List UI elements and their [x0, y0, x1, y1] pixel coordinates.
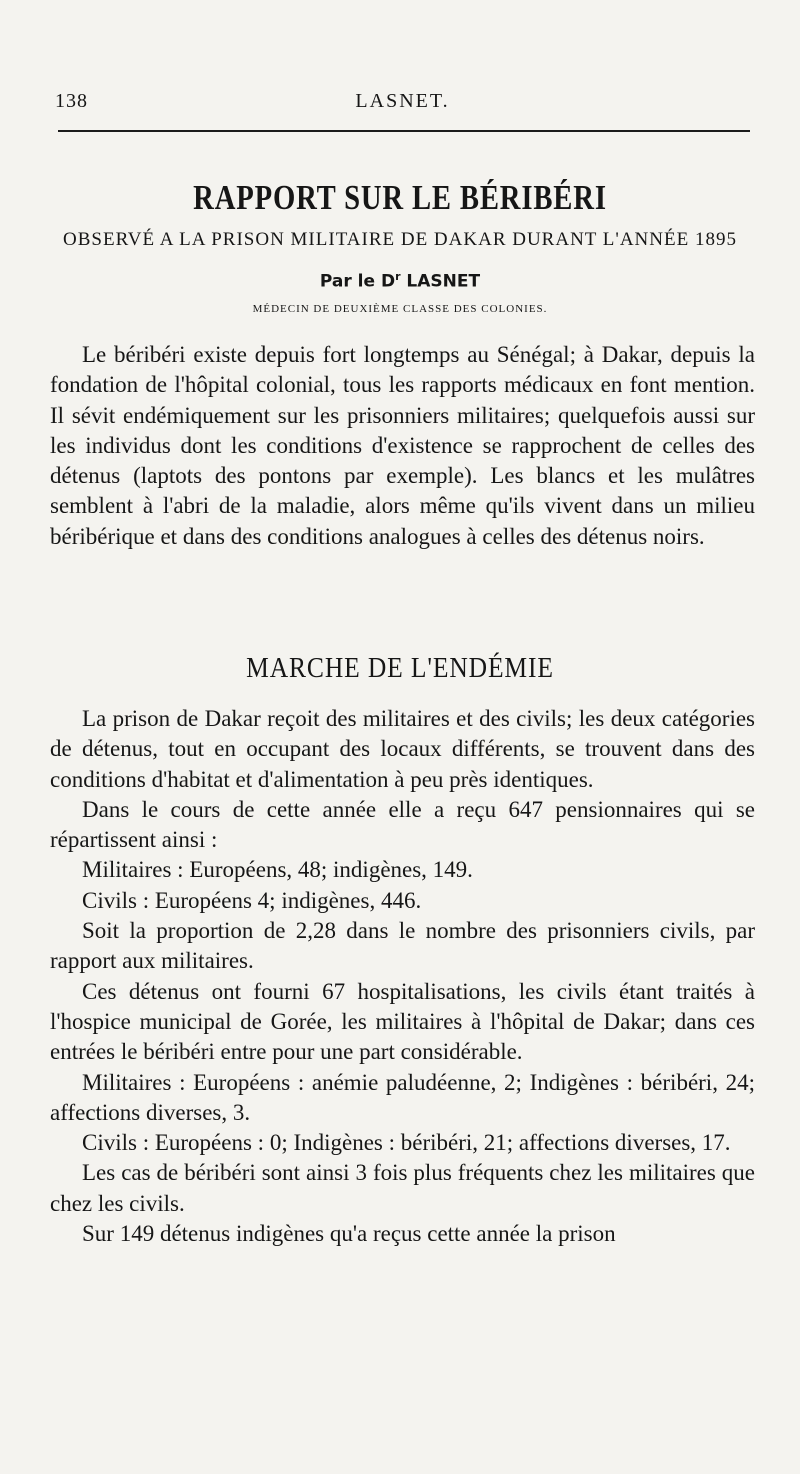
header-rule [58, 130, 750, 132]
intro-paragraph: Le béribéri existe depuis fort longtemps au Sénégal; à Dakar, depuis la fondation de l'hôpital colonial, tous les rapports médicaux en font mention. Il sévit endémiquement sur les prisonniers militaires; quelquefois aussi sur les individus dont les conditions d'existence se rapprochent de celles des détenus (laptots des pontons par exemple). Les blancs et les mulâtres semblent à l'abri de la maladie, alors même qu'ils vivent dans un milieu béribérique et dans des conditions analogues à celles des détenus noirs. [50, 342, 755, 549]
paragraph: La prison de Dakar reçoit des militaires et des civils; les deux catégories de détenus, tout en occupant des locaux différents, se trouvent dans des conditions d'habitat et d'alimentation à peu près identiques. [50, 706, 755, 792]
article-subtitle: OBSERVÉ A LA PRISON MILITAIRE DE DAKAR DURANT L'ANNÉE 1895 [63, 229, 737, 250]
intro-section [50, 340, 755, 552]
page-number: 138 [55, 90, 88, 112]
section-heading: MARCHE DE L'ENDÉMIE [246, 652, 554, 684]
byline-name: LASNET [400, 271, 481, 292]
paragraph: Soit la proportion de 2,28 dans le nombre des prisonniers civils, par rapport aux militaires. [50, 918, 755, 974]
running-title: LASNET. [355, 90, 450, 112]
paragraph: Civils : Européens : 0; Indigènes : béribéri, 21; affections diverses, 17. [82, 1130, 731, 1156]
paragraph: Dans le cours de cette année elle a reçu 647 pensionnaires qui se répartissent ainsi : [50, 796, 755, 853]
byline-prefix: Par le D [319, 271, 396, 292]
author-byline [0, 270, 800, 292]
paragraph: Militaires : Européens, 48; indigènes, 149. [82, 857, 473, 883]
article-title: RAPPORT SUR LE BÉRIBÉRI [193, 178, 607, 217]
endemic-section [50, 704, 755, 1249]
author-affiliation: MÉDECIN DE DEUXIÈME CLASSE DES COLONIES. [252, 303, 548, 315]
running-head [55, 90, 750, 120]
byline-sup: r [395, 270, 401, 283]
paragraph: Sur 149 détenus indigènes qu'a reçus cette année la prison [82, 1221, 616, 1247]
paragraph: Militaires : Européens : anémie paludéenne, 2; Indigènes : béribéri, 24; affections diverses, 3. [50, 1069, 755, 1125]
paragraph: Les cas de béribéri sont ainsi 3 fois plus fréquents chez les militaires que chez les civils. [50, 1160, 755, 1216]
paragraph: Civils : Européens 4; indigènes, 446. [82, 887, 422, 913]
paragraph: Ces détenus ont fourni 67 hospitalisations, les civils étant traités à l'hospice municipal de Gorée, les militaires à l'hôpital de Dakar; dans ces entrées le béribéri entre pour une part considérable. [50, 978, 755, 1065]
